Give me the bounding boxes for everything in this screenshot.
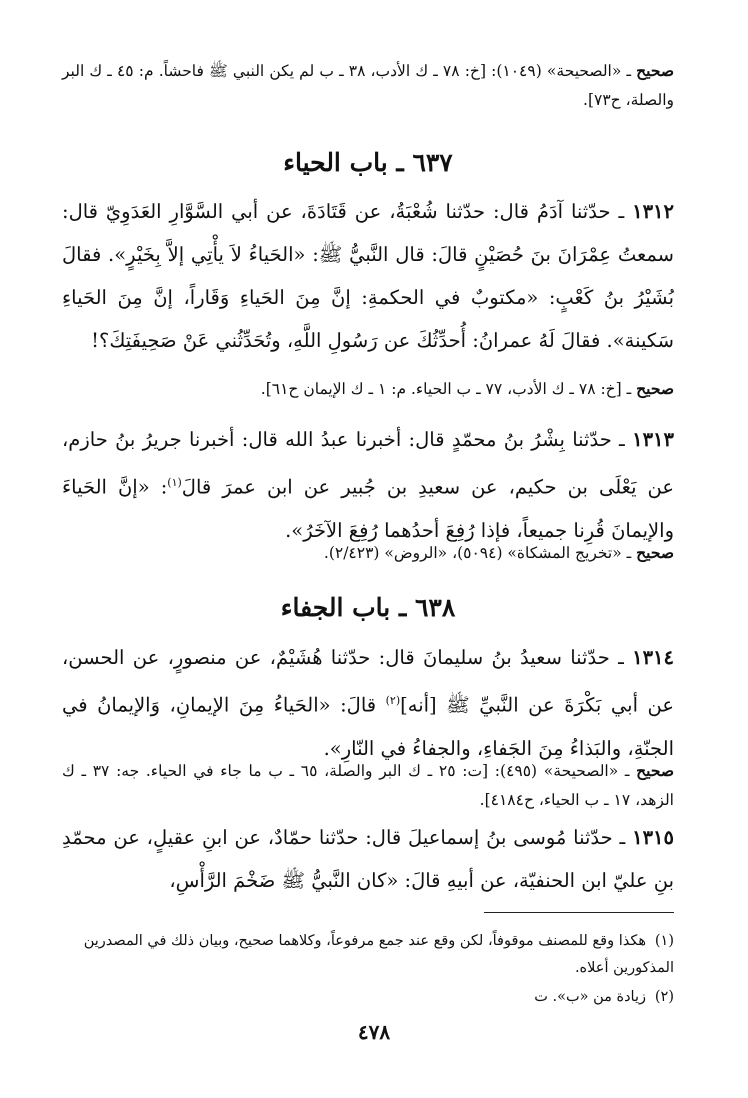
hadith-1313 — [62, 418, 674, 552]
footnote-ref: (١) — [167, 476, 182, 489]
hadith-text-continued: : «إنَّ الحَياءَ والإيمانَ قُرِنا جميعاً، فإذا رُفِعَ أحدُهما رُفِعَ الآخَرُ». — [62, 475, 674, 542]
hadith-number: ١٣١٣ — [632, 428, 674, 451]
footnote-1 — [62, 928, 674, 982]
grade-reference: ـ «الصحيحة» (٤٩٥): [ت: ٢٥ ـ ك البر والصلة، ٦٥ ـ ب ما جاء في الحياء. جه: ٣٧ ـ ك الزهد، ١٧ ـ ب الحياء، ح٤١٨٤]. — [62, 762, 674, 809]
grade-label: صحيح — [636, 379, 674, 398]
page-number: ٤٧٨ — [357, 1020, 391, 1044]
hadith-text: ـ حدّثنا بِشْرُ بنُ محمّدٍ قال: أخبرنا عبدُ الله قال: أخبرنا جريرُ بنُ حازم، عن يَعْلَى بن حكيم، عن سعيدِ بن جُبير عن ابن عمرَ قالَ — [62, 428, 675, 499]
grade-label: صحيح — [636, 61, 675, 80]
grade-note-1314 — [62, 756, 674, 815]
hadith-text: ـ حدّثنا آدَمُ قال: حدّثنا شُعْبَةُ، عن قَتَادَةَ، عن أبي السَّوَّارِ العَدَوِيّ قال: سمعتُ عِمْرَانَ بنَ حُصَيْنٍ قالَ: قال النَّبيُّ ﷺ: «الحَياءُ لاَ يأْتِي إلاَّ بِخَيْرٍ». فقالَ بُشَيْرُ بنُ كَعْبٍ: «مكتوبٌ في الحكمةِ: إنَّ مِنَ الحَياءِ وَقَاراً، إنَّ مِنَ الحَياءِ سَكينة». فقالَ لَهُ عمرانُ: أُحدِّثُكَ عن رَسُولِ اللَّهِ، وتُحَدِّثُني عَنْ صَحِيفَتِكَ؟! — [62, 200, 674, 352]
hadith-number: ١٣١٥ — [632, 826, 674, 849]
hadith-text-continued: قالَ: «الحَياءُ مِنَ الإيمانِ، وَالإيمانُ في الجنّةِ، والبَذاءُ مِنَ الجَفاءِ، والجفاءُ في النّارِ». — [62, 693, 674, 760]
chapter-heading-637: ٦٣٧ ـ باب الحياء — [283, 148, 453, 177]
grade-reference: ـ [خ: ٧٨ ـ ك الأدب، ٧٧ ـ ب الحياء. م: ١ ـ ك الإيمان ح٦١]. — [260, 380, 637, 398]
footnote-ref: (٢) — [385, 694, 401, 707]
footnote-divider — [484, 912, 674, 913]
hadith-number: ١٣١٢ — [632, 200, 674, 223]
footnote-text: زيادة من «ب». ت — [534, 989, 646, 1005]
hadith-text: ـ حدّثنا مُوسى بنُ إسماعيلَ قال: حدّثنا حمّادٌ، عن ابنِ عقيلٍ، عن محمّدِ بنِ عليّ ابن الحنفيّة، عن أبيهِ قالَ: «كان النَّبيُّ ﷺ ضَخْمَ الرَّأْسِ، — [62, 826, 674, 892]
grade-note-1312 — [62, 374, 674, 404]
chapter-heading-638: ٦٣٨ ـ باب الجفاء — [280, 593, 456, 622]
hadith-1312 — [62, 190, 674, 362]
footnote-number: (٢) — [654, 989, 674, 1005]
grade-label: صحيح — [636, 761, 675, 780]
hadith-1315 — [62, 816, 674, 902]
hadith-number: ١٣١٤ — [632, 646, 674, 669]
hadith-text: ـ حدّثنا سعيدُ بنُ سليمانَ قال: حدّثنا هُشَيْمٌ، عن منصورٍ، عن الحسن، عن أبي بَكْرَةَ عن النَّبيِّ ﷺ [أنه] — [62, 646, 674, 717]
grade-note-1313 — [62, 538, 674, 568]
grade-note-top — [62, 56, 674, 115]
hadith-1314 — [62, 636, 674, 770]
footnote-2 — [62, 984, 674, 1011]
grade-reference: ـ «الصحيحة» (١٠٤٩): [خ: ٧٨ ـ ك الأدب، ٣٨ ـ ب لم يكن النبي ﷺ فاحشاً. م: ٤٥ ـ ك البر والصلة، ح٧٣]. — [62, 62, 674, 109]
footnote-number: (١) — [654, 933, 674, 949]
grade-label: صحيح — [636, 543, 674, 562]
grade-reference: ـ «تخريج المشكاة» (٥٠٩٤)، «الروض» (٢/٤٢٣). — [323, 544, 637, 562]
footnote-text: هكذا وقع للمصنف موقوفاً، لكن وقع عند جمع مرفوعاً، وكلاهما صحيح، وبيان ذلك في المصدرين المذكورين أعلاه. — [83, 933, 674, 976]
